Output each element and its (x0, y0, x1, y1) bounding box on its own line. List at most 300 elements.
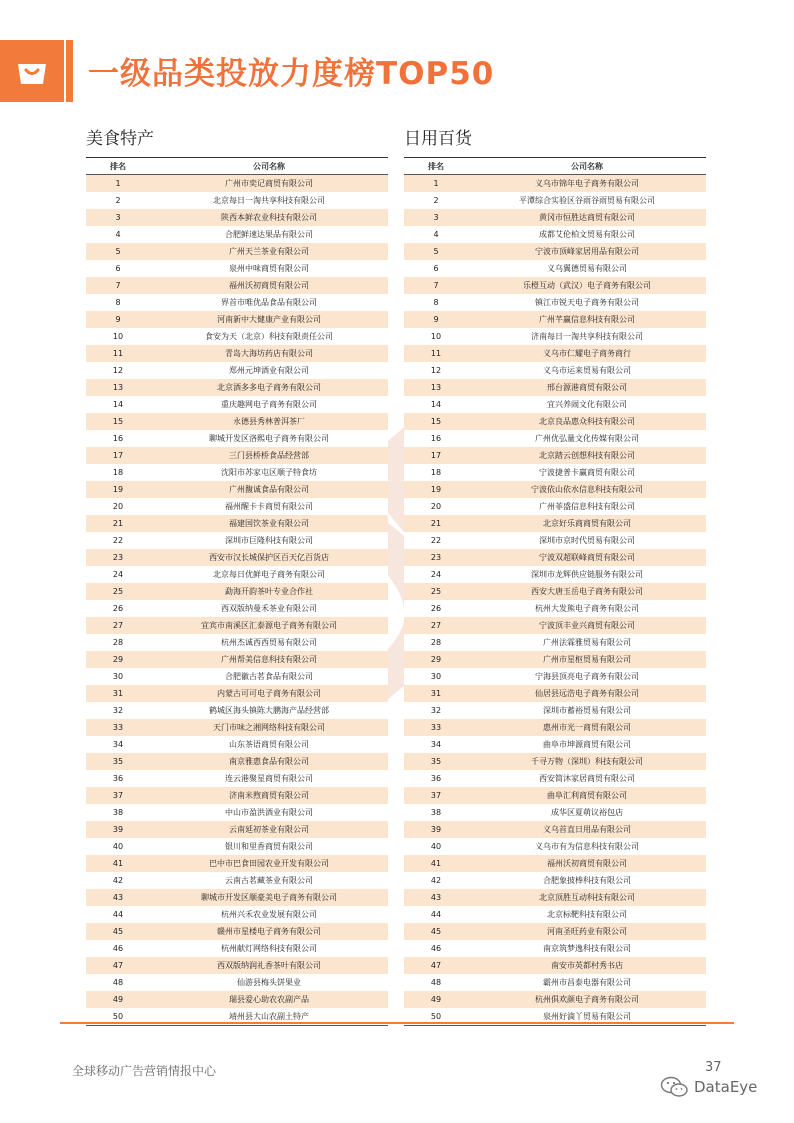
rank-cell: 43 (86, 889, 150, 906)
company-cell: 泉州中味商贸有限公司 (150, 260, 388, 277)
table-row (86, 481, 388, 498)
rank-cell: 40 (404, 838, 468, 855)
rank-cell: 12 (404, 362, 468, 379)
rank-cell: 3 (404, 209, 468, 226)
rank-cell: 6 (86, 260, 150, 277)
footer-brand (660, 1076, 757, 1098)
table-row (86, 787, 388, 804)
rank-cell: 37 (86, 787, 150, 804)
rank-cell: 17 (404, 447, 468, 464)
company-cell: 北京标靶科技有限公司 (468, 906, 706, 923)
company-cell: 广州法霖雅贸易有限公司 (468, 634, 706, 651)
rank-cell: 18 (86, 464, 150, 481)
company-cell: 宁波双超联峰商贸有限公司 (468, 549, 706, 566)
table-row (86, 736, 388, 753)
rank-cell: 38 (86, 804, 150, 821)
company-cell: 聊城市开发区顺豪美电子商务有限公司 (150, 889, 388, 906)
company-cell: 霸州市昌泰电器有限公司 (468, 974, 706, 991)
company-cell: 西安大唐玉岳电子商务有限公司 (468, 583, 706, 600)
table-row (86, 345, 388, 362)
rank-cell: 30 (404, 668, 468, 685)
table-row (404, 379, 706, 396)
company-cell: 天门市味之湘网络科技有限公司 (150, 719, 388, 736)
company-cell: 千寻万物（深圳）科技有限公司 (468, 753, 706, 770)
company-cell: 郑州元坤酒业有限公司 (150, 362, 388, 379)
rank-cell: 25 (404, 583, 468, 600)
table-row (404, 226, 706, 243)
rank-cell: 5 (86, 243, 150, 260)
table-row (404, 447, 706, 464)
rank-cell: 10 (404, 328, 468, 345)
company-cell: 合肥鲜速达果品有限公司 (150, 226, 388, 243)
rank-cell: 36 (404, 770, 468, 787)
table-row (86, 889, 388, 906)
table-row (404, 770, 706, 787)
table-row (86, 702, 388, 719)
table-row (404, 821, 706, 838)
rank-cell: 48 (404, 974, 468, 991)
company-cell: 深圳市巨隆科技有限公司 (150, 532, 388, 549)
table-row (86, 804, 388, 821)
company-cell: 合肥象披棒科技有限公司 (468, 872, 706, 889)
ranking-table (86, 157, 388, 1026)
table-row (404, 889, 706, 906)
table-row (404, 566, 706, 583)
table-row (404, 634, 706, 651)
rank-cell: 28 (404, 634, 468, 651)
rank-cell: 46 (86, 940, 150, 957)
rank-cell: 2 (404, 192, 468, 209)
rank-cell: 5 (404, 243, 468, 260)
company-cell: 深圳市京时代贸易有限公司 (468, 532, 706, 549)
table-row (86, 940, 388, 957)
rank-cell: 22 (404, 532, 468, 549)
table-row (86, 991, 388, 1008)
rank-cell: 20 (86, 498, 150, 515)
table-row (86, 906, 388, 923)
shopping-bag-icon (15, 56, 49, 86)
footer-caption: 全球移动广告营销情报中心 (72, 1064, 217, 1078)
rank-cell: 50 (86, 1008, 150, 1026)
company-cell: 云南古茗藏茶业有限公司 (150, 872, 388, 889)
company-cell: 瑞县爱心助农农副产品 (150, 991, 388, 1008)
table-row (404, 464, 706, 481)
rank-cell: 49 (86, 991, 150, 1008)
table-row (86, 226, 388, 243)
company-cell: 界首市唯优品食品有限公司 (150, 294, 388, 311)
table-row (404, 957, 706, 974)
table-row (404, 294, 706, 311)
company-cell: 广州优弘量文化传媒有限公司 (468, 430, 706, 447)
company-cell: 永德县秀林普洱茶厂 (150, 413, 388, 430)
company-cell: 济南米煦商贸有限公司 (150, 787, 388, 804)
rank-cell: 41 (86, 855, 150, 872)
company-cell: 西安市汉长城保护区百天亿百货店 (150, 549, 388, 566)
company-cell: 乐橙互动（武汉）电子商务有限公司 (468, 277, 706, 294)
rank-cell: 41 (404, 855, 468, 872)
company-cell: 南京筑梦逸科技有限公司 (468, 940, 706, 957)
table-row (86, 192, 388, 209)
table-row (86, 175, 388, 193)
rank-cell: 37 (404, 787, 468, 804)
brand-name: DataEye (694, 1078, 758, 1096)
company-cell: 北京良品惠众科技有限公司 (468, 413, 706, 430)
company-cell: 福州沃初商贸有限公司 (468, 855, 706, 872)
company-cell: 成华区夏萌议裕包店 (468, 804, 706, 821)
rank-column-header: 排名 (404, 158, 468, 175)
table-row (86, 413, 388, 430)
company-cell: 仙居县远浩电子商务有限公司 (468, 685, 706, 702)
page-title: 一级品类投放力度榜TOP50 (88, 56, 495, 92)
table-row (404, 243, 706, 260)
rank-cell: 36 (86, 770, 150, 787)
company-cell: 北京酒多多电子商务有限公司 (150, 379, 388, 396)
rank-cell: 10 (86, 328, 150, 345)
table-row (86, 379, 388, 396)
rank-cell: 44 (404, 906, 468, 923)
company-cell: 广州市奕记商贸有限公司 (150, 175, 388, 193)
wechat-icon (660, 1076, 690, 1098)
company-cell: 河南新中大健康产业有限公司 (150, 311, 388, 328)
rank-cell: 9 (404, 311, 468, 328)
rank-cell: 39 (404, 821, 468, 838)
rank-cell: 42 (404, 872, 468, 889)
company-cell: 成都艾伦柏文贸易有限公司 (468, 226, 706, 243)
table-row (86, 260, 388, 277)
company-cell: 山东茶语商贸有限公司 (150, 736, 388, 753)
rank-cell: 8 (86, 294, 150, 311)
table-row (86, 668, 388, 685)
company-cell: 杭州兴禾农业发展有限公司 (150, 906, 388, 923)
table-row (404, 362, 706, 379)
company-cell: 广州馥诚食品有限公司 (150, 481, 388, 498)
rank-cell: 1 (404, 175, 468, 193)
table-row (86, 617, 388, 634)
table-row (86, 447, 388, 464)
company-cell: 聊城开发区洛熙电子商务有限公司 (150, 430, 388, 447)
rank-cell: 19 (404, 481, 468, 498)
rank-cell: 13 (404, 379, 468, 396)
rank-cell: 48 (86, 974, 150, 991)
company-cell: 合肥徽古茗食品有限公司 (150, 668, 388, 685)
rank-cell: 34 (404, 736, 468, 753)
rank-cell: 32 (404, 702, 468, 719)
rank-cell: 26 (86, 600, 150, 617)
rank-cell: 17 (86, 447, 150, 464)
table-header-row (404, 158, 706, 175)
rank-cell: 15 (86, 413, 150, 430)
company-cell: 黄冈市恒胜达商贸有限公司 (468, 209, 706, 226)
company-cell: 杭州杰诚西西贸易有限公司 (150, 634, 388, 651)
table-row (86, 770, 388, 787)
page-header (0, 40, 794, 102)
rank-cell: 40 (86, 838, 150, 855)
table-row (404, 940, 706, 957)
company-cell: 宁波市顶峰家居用品有限公司 (468, 243, 706, 260)
rank-cell: 43 (404, 889, 468, 906)
rank-cell: 30 (86, 668, 150, 685)
table-row (404, 651, 706, 668)
table-row (404, 345, 706, 362)
company-cell: 福州沃初商贸有限公司 (150, 277, 388, 294)
rank-cell: 2 (86, 192, 150, 209)
rank-cell: 24 (86, 566, 150, 583)
company-cell: 连云港聚星商贸有限公司 (150, 770, 388, 787)
table-row (86, 821, 388, 838)
table-row (86, 923, 388, 940)
rank-cell: 22 (86, 532, 150, 549)
company-cell: 邢台源港商贸有限公司 (468, 379, 706, 396)
rank-cell: 27 (404, 617, 468, 634)
table-row (404, 906, 706, 923)
table-row (404, 498, 706, 515)
rank-cell: 25 (86, 583, 150, 600)
company-cell: 镇江市锐天电子商务有限公司 (468, 294, 706, 311)
rank-cell: 42 (86, 872, 150, 889)
rank-cell: 26 (404, 600, 468, 617)
company-cell: 南京雅惠食品有限公司 (150, 753, 388, 770)
table-row (86, 515, 388, 532)
rank-cell: 11 (86, 345, 150, 362)
rank-cell: 31 (86, 685, 150, 702)
rank-cell: 46 (404, 940, 468, 957)
table-row (404, 532, 706, 549)
company-column-header: 公司名称 (468, 158, 706, 175)
rank-cell: 14 (404, 396, 468, 413)
company-cell: 银川和里香商贸有限公司 (150, 838, 388, 855)
rank-cell: 23 (404, 549, 468, 566)
rank-cell: 3 (86, 209, 150, 226)
company-cell: 宁波捷普卡赢商贸有限公司 (468, 464, 706, 481)
table-row (404, 175, 706, 193)
table-row (86, 294, 388, 311)
table-row (404, 192, 706, 209)
section-daily-goods (404, 128, 706, 1026)
company-cell: 杭州俱欢颜电子商务有限公司 (468, 991, 706, 1008)
page-number: 37 (705, 1060, 722, 1075)
company-cell: 北京好乐商商贸有限公司 (468, 515, 706, 532)
rank-cell: 34 (86, 736, 150, 753)
company-cell: 三门县桥桥食品经营部 (150, 447, 388, 464)
table-row (86, 549, 388, 566)
company-cell: 云南延初茶业有限公司 (150, 821, 388, 838)
table-row (86, 583, 388, 600)
section-title: 日用百货 (404, 129, 472, 149)
rank-cell: 21 (86, 515, 150, 532)
table-row (404, 413, 706, 430)
rank-cell: 28 (86, 634, 150, 651)
rank-cell: 16 (86, 430, 150, 447)
company-cell: 杭州大发熊电子商务有限公司 (468, 600, 706, 617)
company-cell: 深圳市蓄裕贸易有限公司 (468, 702, 706, 719)
company-cell: 鹤城区海头镇陈大鹏海产品经营部 (150, 702, 388, 719)
company-cell: 陕西本鲜农业科技有限公司 (150, 209, 388, 226)
rank-cell: 18 (404, 464, 468, 481)
table-row (86, 277, 388, 294)
table-row (86, 396, 388, 413)
rank-cell: 21 (404, 515, 468, 532)
company-cell: 杭州献灯网络科技有限公司 (150, 940, 388, 957)
table-row (404, 668, 706, 685)
table-row (86, 311, 388, 328)
company-cell: 仙游县梅头饼果业 (150, 974, 388, 991)
rank-cell: 35 (404, 753, 468, 770)
table-row (404, 991, 706, 1008)
company-cell: 沈阳市苏家屯区顺子特食坊 (150, 464, 388, 481)
company-cell: 青岛大海坊药店有限公司 (150, 345, 388, 362)
rank-cell: 49 (404, 991, 468, 1008)
company-cell: 广州菲盛信息科技有限公司 (468, 498, 706, 515)
company-cell: 义乌翼德贸易有限公司 (468, 260, 706, 277)
company-cell: 广州芊赢信息科技有限公司 (468, 311, 706, 328)
table-row (404, 974, 706, 991)
rank-cell: 39 (86, 821, 150, 838)
company-cell: 惠州市光一商贸有限公司 (468, 719, 706, 736)
company-cell: 中山市盈洪酒业有限公司 (150, 804, 388, 821)
rank-cell: 32 (86, 702, 150, 719)
company-column-header: 公司名称 (150, 158, 388, 175)
table-row (404, 209, 706, 226)
table-row (86, 362, 388, 379)
table-row (86, 838, 388, 855)
table-row (404, 855, 706, 872)
company-cell: 福建国饮茶业有限公司 (150, 515, 388, 532)
rank-cell: 44 (86, 906, 150, 923)
company-cell: 平潭综合实验区谷雨谷雨贸易有限公司 (468, 192, 706, 209)
rank-cell: 8 (404, 294, 468, 311)
rank-cell: 19 (86, 481, 150, 498)
table-row (86, 634, 388, 651)
company-cell: 北京踏云创想科技有限公司 (468, 447, 706, 464)
company-cell: 南安市英都村秀书店 (468, 957, 706, 974)
table-row (86, 974, 388, 991)
shopping-bag-logo (0, 40, 64, 102)
table-row (404, 277, 706, 294)
table-row (86, 872, 388, 889)
company-cell: 重庆趣网电子商务有限公司 (150, 396, 388, 413)
company-cell: 河南圣旺药业有限公司 (468, 923, 706, 940)
company-cell: 勐海开韵茶叶专业合作社 (150, 583, 388, 600)
rank-cell: 23 (86, 549, 150, 566)
company-cell: 济南每日一淘共享科技有限公司 (468, 328, 706, 345)
rank-cell: 6 (404, 260, 468, 277)
table-row (86, 532, 388, 549)
company-cell: 义乌市运来贸易有限公司 (468, 362, 706, 379)
table-row (86, 464, 388, 481)
company-cell: 深圳市龙辉供应链服务有限公司 (468, 566, 706, 583)
table-row (404, 549, 706, 566)
table-row (404, 804, 706, 821)
table-row (404, 311, 706, 328)
company-cell: 北京每日一淘共享科技有限公司 (150, 192, 388, 209)
rank-cell: 7 (86, 277, 150, 294)
company-cell: 西双版纳曼禾茶业有限公司 (150, 600, 388, 617)
rank-cell: 14 (86, 396, 150, 413)
rank-cell: 45 (86, 923, 150, 940)
rank-cell: 50 (404, 1008, 468, 1026)
table-row (404, 923, 706, 940)
company-cell: 义乌首直日用品有限公司 (468, 821, 706, 838)
company-cell: 广州天兰茶业有限公司 (150, 243, 388, 260)
rank-cell: 29 (404, 651, 468, 668)
company-cell: 福州醒卡卡商贸有限公司 (150, 498, 388, 515)
company-cell: 宜兴养闹文化有限公司 (468, 396, 706, 413)
company-cell: 北京顶胜互动科技有限公司 (468, 889, 706, 906)
company-cell: 西安简沐家居商贸有限公司 (468, 770, 706, 787)
table-row (404, 617, 706, 634)
table-row (404, 583, 706, 600)
table-row (404, 685, 706, 702)
rank-column-header: 排名 (86, 158, 150, 175)
table-row (86, 498, 388, 515)
table-row (404, 328, 706, 345)
company-cell: 宁海县顶亮电子商务有限公司 (468, 668, 706, 685)
table-row (404, 872, 706, 889)
table-row (86, 685, 388, 702)
table-row (404, 719, 706, 736)
company-cell: 广州帮美信息科技有限公司 (150, 651, 388, 668)
footer-divider (60, 1022, 734, 1024)
rank-cell: 33 (86, 719, 150, 736)
section-title: 美食特产 (86, 129, 154, 149)
table-row (86, 719, 388, 736)
table-row (86, 328, 388, 345)
company-cell: 宁波顶丰业兴商贸有限公司 (468, 617, 706, 634)
table-row (404, 702, 706, 719)
header-accent-bar (66, 40, 73, 102)
company-cell: 北京每日优鲜电子商务有限公司 (150, 566, 388, 583)
company-cell: 巴中市巴食田园农业开发有限公司 (150, 855, 388, 872)
company-cell: 义乌市锦年电子商务有限公司 (468, 175, 706, 193)
table-row (86, 651, 388, 668)
company-cell: 义乌市有为信息科技有限公司 (468, 838, 706, 855)
table-row (404, 753, 706, 770)
table-row (86, 243, 388, 260)
rank-cell: 47 (86, 957, 150, 974)
table-row (404, 736, 706, 753)
rank-cell: 33 (404, 719, 468, 736)
table-header-row (86, 158, 388, 175)
company-cell: 曲阜汇利商贸有限公司 (468, 787, 706, 804)
rank-cell: 7 (404, 277, 468, 294)
rank-cell: 1 (86, 175, 150, 193)
rank-cell: 24 (404, 566, 468, 583)
company-cell: 宁波依山依水信息科技有限公司 (468, 481, 706, 498)
rank-cell: 29 (86, 651, 150, 668)
table-row (404, 787, 706, 804)
rank-cell: 20 (404, 498, 468, 515)
rank-cell: 31 (404, 685, 468, 702)
table-row (404, 600, 706, 617)
table-row (404, 396, 706, 413)
rank-cell: 15 (404, 413, 468, 430)
rank-cell: 45 (404, 923, 468, 940)
table-row (404, 430, 706, 447)
company-cell: 泉州好滴丫贸易有限公司 (468, 1008, 706, 1026)
rank-cell: 4 (86, 226, 150, 243)
company-cell: 内蒙古可可电子商务有限公司 (150, 685, 388, 702)
rank-cell: 35 (86, 753, 150, 770)
table-row (86, 855, 388, 872)
company-cell: 西双版纳润礼香茶叶有限公司 (150, 957, 388, 974)
table-row (86, 430, 388, 447)
table-row (86, 600, 388, 617)
table-row (404, 260, 706, 277)
company-cell: 靖州县大山农副土特产 (150, 1008, 388, 1026)
table-row (86, 957, 388, 974)
company-cell: 曲阜市坤源商贸有限公司 (468, 736, 706, 753)
company-cell: 食安为天（北京）科技有限责任公司 (150, 328, 388, 345)
